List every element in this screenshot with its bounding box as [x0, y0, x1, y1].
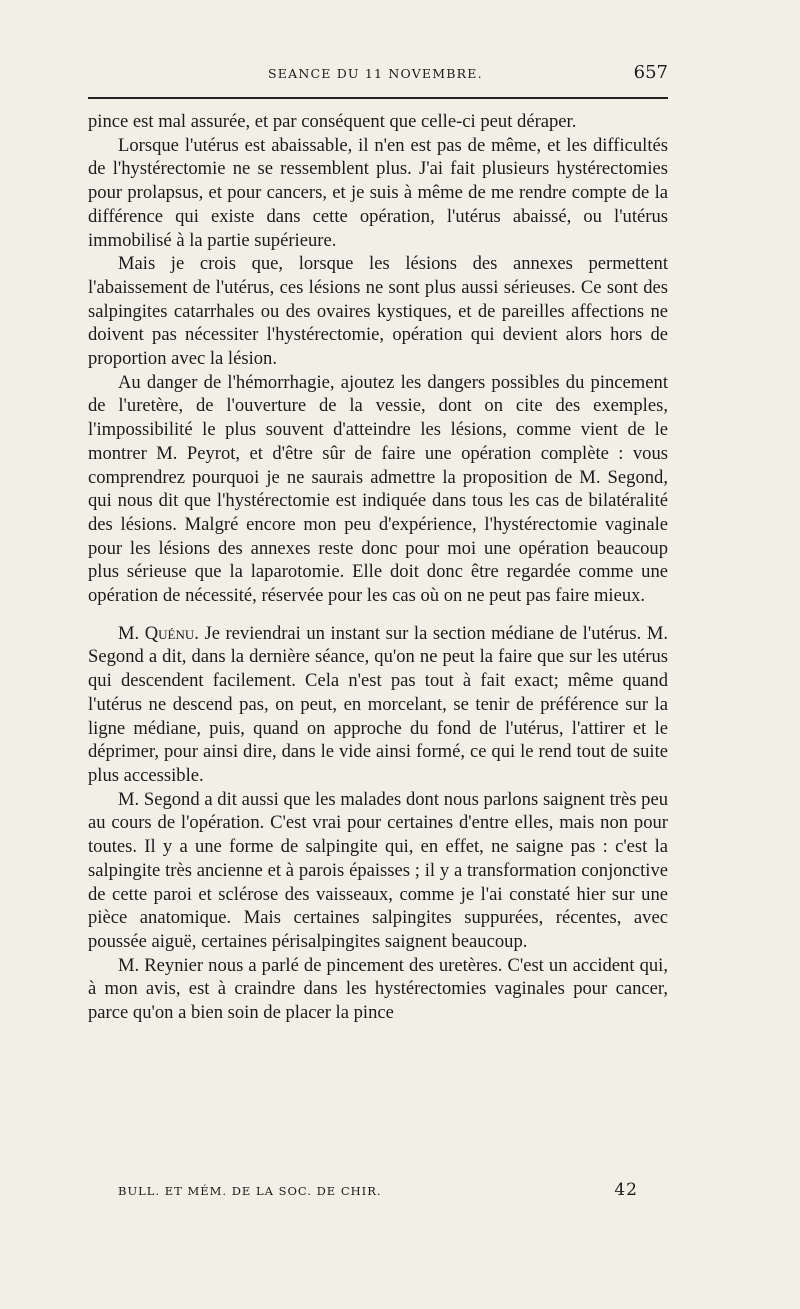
signature-number: 42	[614, 1180, 638, 1200]
page-number: 657	[633, 62, 668, 83]
page-footer	[118, 1180, 638, 1204]
paragraph: M. Segond a dit aussi que les malades dont nous parlons saignent très peu au cours de l'opération. C'est vrai pour certaines d'entre elles, mais non pour toutes. Il y a une forme de salpingite qui, en effet, ne saigne pas : c'est la salpingite très ancienne et à parois épaisses ; il y a transformation conjonctive de cette paroi et sclérose des vaisseaux, comme je l'ai constaté hier sur une pièce anatomique. Mais certaines salpingites suppurées, récentes, avec poussée aiguë, certaines périsalpingites saignent beaucoup.	[88, 788, 668, 952]
paragraph: Au danger de l'hémorrhagie, ajoutez les dangers possibles du pincement de l'uretère, de l'ouverture de la vessie, dont on cite des exemples, l'impossibilité le plus souvent d'atteindre les lésions, comme vient de le montrer M. Peyrot, et d'être sûr de faire une opération complète : vous comprendrez pourquoi je ne saurais admettre la proposition de M. Segond, qui nous dit que l'hystérectomie est indiquée dans tous les cas de bilatéralité des lésions. Malgré encore mon peu d'expérience, l'hystérectomie vaginale pour les lésions des annexes reste donc pour moi une opération beaucoup plus sérieuse que la laparotomie. Elle doit donc être regardée comme une opération de nécessité, réservée pour les cas où on ne peut pas faire mieux.	[88, 371, 668, 607]
body-text	[88, 110, 668, 1025]
paragraph-continuation: pince est mal assurée, et par conséquent que celle-ci peut déraper.	[88, 111, 577, 132]
page-header	[88, 58, 668, 88]
running-title: SEANCE DU 11 NOVEMBRE.	[268, 66, 483, 81]
paragraph-speaker	[88, 622, 668, 788]
paragraph: M. Reynier nous a parlé de pincement des uretères. C'est un accident qui, à mon avis, est à craindre dans les hystérectomies vaginales pour cancer, parce qu'on a bien soin de placer la pince	[88, 954, 668, 1024]
header-rule	[88, 97, 668, 99]
speaker-text: Je reviendrai un instant sur la section médiane de l'utérus. M. Segond a dit, dans la dernière séance, qu'on ne peut la faire que sur les utérus qui descendent facilement. Cela n'est pas tout à fait exact; même quand l'utérus ne descend pas, on peut, en morcelant, se tenir de préférence sur la ligne médiane, puis, quand on approche du fond de l'utérus, l'attirer et le déprimer, pour ainsi dire, dans le vide ainsi formé, ce qui le rend tout de suite plus accessible.	[88, 622, 668, 786]
paragraph: Lorsque l'utérus est abaissable, il n'en est pas de même, et les difficultés de l'hystérectomie ne se ressemblent plus. J'ai fait plusieurs hystérectomies pour prolapsus, et pour cancers, et je suis à même de me rendre compte de la différence qui existe dans cette opération, l'utérus abaissé, ou l'utérus immobilisé à la partie supérieure.	[88, 134, 668, 251]
journal-title: BULL. ET MÉM. DE LA SOC. DE CHIR.	[118, 1184, 382, 1198]
speaker-name: M. Quénu.	[118, 622, 199, 644]
paragraph: Mais je crois que, lorsque les lésions des annexes permettent l'abaissement de l'utérus, ces lésions ne sont plus aussi sérieuses. Ce sont des salpingites catarrhales ou des ovaires kystiques, et de pareilles affections ne doivent pas nécessiter l'hystérectomie, opération qui devient alors hors de proportion avec la lésion.	[88, 253, 668, 370]
